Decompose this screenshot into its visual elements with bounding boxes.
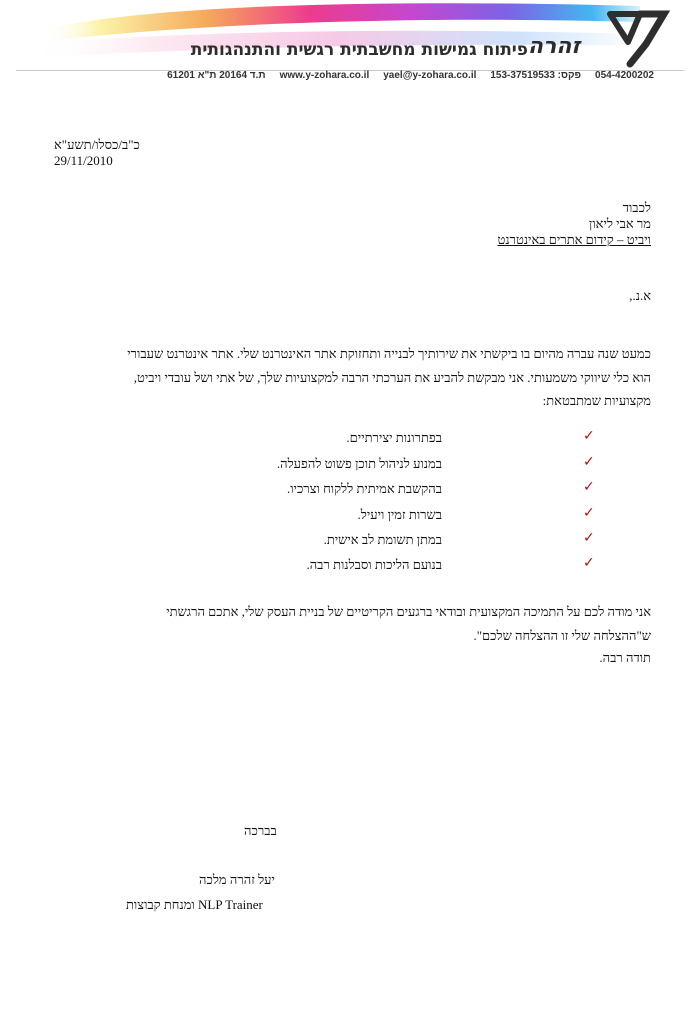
phone-number: 054-4200202 <box>595 70 654 81</box>
signatory-name: יעל זהרה מלכה <box>199 872 275 887</box>
signatory-title: NLP Trainer ומנחת קבוצות <box>126 897 263 912</box>
paragraph-2-line-1: אני מודה לכם על התמיכה המקצועית ובודאי ברגעים הקריטיים של בניית העסק שלי, אתכם הרגשתי <box>166 604 651 619</box>
email-address: yael@y-zohara.co.il <box>383 70 477 81</box>
list-item: בפתרונות יצירתיים. <box>346 430 442 445</box>
salutation: א.נ., <box>629 288 651 303</box>
postal-address: ת.ד 20164 ת"א 61201 <box>167 70 266 81</box>
website-address: www.y-zohara.co.il <box>279 70 370 81</box>
list-item: בהקשבת אמיתית ללקוח וצרכיו. <box>286 481 442 496</box>
checkmark-icon: ✓ <box>583 505 595 521</box>
logo-wordmark: זהרה <box>528 34 581 59</box>
list-item: במנוע לניהול תוכן פשוט להפעלה. <box>276 456 442 471</box>
recipient-name: מר אבי ליאון <box>589 216 651 231</box>
hebrew-date: כ"ב/כסלו/תשע"א <box>54 137 140 152</box>
recipient-company: ויביט – קידום אתרים באינטרנט <box>497 232 651 247</box>
checkmark-icon: ✓ <box>583 428 595 444</box>
checkmark-icon: ✓ <box>583 530 595 546</box>
checkmark-icon: ✓ <box>583 454 595 470</box>
paragraph-1-line-2: הוא כלי שיווקי משמעותי. אני מבקשת להביע את הערכתי הרבה למקצועיות שלך, של אתי ושל עובדי ויביט, <box>133 370 651 385</box>
thanks-line: תודה רבה. <box>599 650 651 665</box>
paragraph-2-line-2: ש"ההצלחה שלי זו ההצלחה שלכם". <box>473 628 651 643</box>
list-item: בנועם הליכות וסבלנות רבה. <box>306 557 442 572</box>
gregorian-date: 29/11/2010 <box>54 153 113 168</box>
contact-line <box>167 70 654 81</box>
checkmark-icon: ✓ <box>583 479 595 495</box>
paragraph-1-line-3: מקצועיות שמתבטאת: <box>542 393 651 408</box>
letterhead-tagline: פיתוח גמישות מחשבתית רגשית והתנהגותית <box>190 40 528 60</box>
list-item: במתן תשומת לב אישית. <box>323 532 442 547</box>
paragraph-1-line-1: כמעט שנה עברה מהיום בו ביקשתי את שירותיך לבנייה ותחזוקת אתר האינטרנט שלי. אתר אינטרנט שעבורי <box>127 346 651 361</box>
list-item: בשרות זמין ויעיל. <box>357 507 442 522</box>
checkmark-icon: ✓ <box>583 555 595 571</box>
fax-number: פקס: 153-37519533 <box>490 70 582 81</box>
closing: בברכה <box>244 823 277 838</box>
recipient-greeting: לכבוד <box>622 200 651 215</box>
